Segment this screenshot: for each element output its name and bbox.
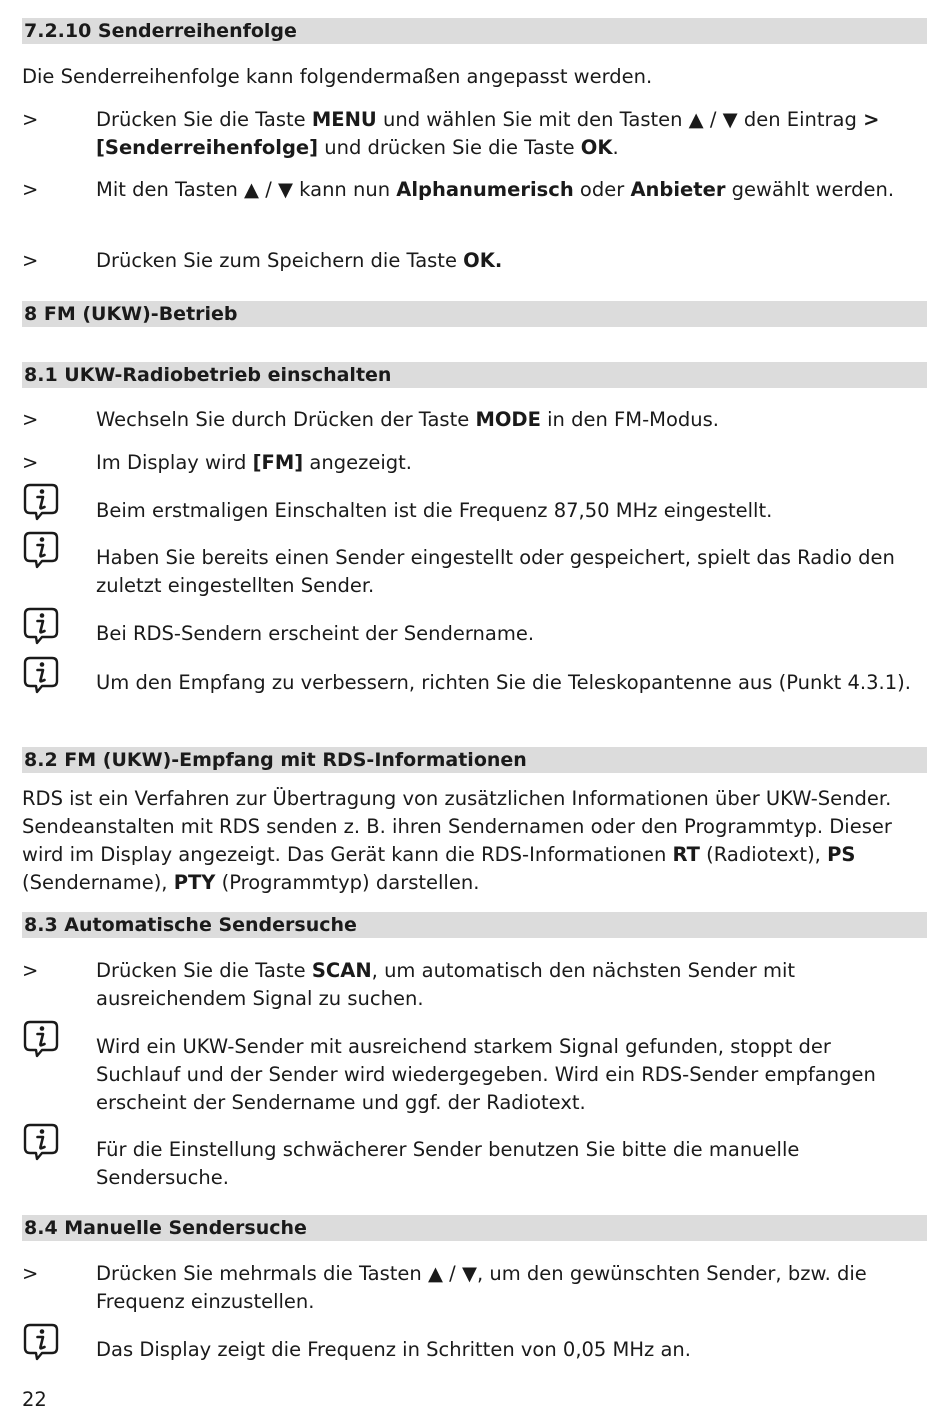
list-item-text: Wechseln Sie durch Drücken der Taste MODE in den FM-Modus. <box>96 408 719 431</box>
info-icon <box>22 655 60 695</box>
info-text: Um den Empfang zu verbessern, richten Sie die Teleskopantenne aus (Punkt 4.3.1). <box>96 671 911 694</box>
bullet-marker: > <box>22 108 39 131</box>
list-item-text: Drücken Sie die Taste MENU und wählen Sie mit den Tasten ▲ / ▼ den Eintrag > [Senderreihenfolge] und drücken Sie die Taste OK. <box>96 108 880 159</box>
info-text: Beim erstmaligen Einschalten ist die Frequenz 87,50 MHz eingestellt. <box>96 499 773 522</box>
page-number: 22 <box>22 1388 47 1411</box>
info-text: Für die Einstellung schwächerer Sender benutzen Sie bitte die manuelle Sendersuche. <box>96 1138 800 1189</box>
section-heading-8-3: 8.3 Automatische Sendersuche <box>22 912 927 938</box>
info-icon <box>22 482 60 522</box>
senderreihenfolge-intro: Die Senderreihenfolge kann folgendermaßen angepasst werden. <box>22 65 653 88</box>
rds-description: RDS ist ein Verfahren zur Übertragung von zusätzlichen Informationen über UKW-Sender. Sendeanstalten mit RDS senden z. B. ihren Sendernamen oder den Programmtyp. Dieser wird im Display angezeigt. Das Gerät kann die RDS-Informationen RT (Radiotext), PS (Sendername), PTY (Programmtyp) darstellen. <box>22 787 892 894</box>
bullet-marker: > <box>22 249 39 272</box>
info-text: Haben Sie bereits einen Sender eingestellt oder gespeichert, spielt das Radio den zuletzt eingestellten Sender. <box>96 546 895 597</box>
info-icon <box>22 530 60 570</box>
section-heading-8: 8 FM (UKW)-Betrieb <box>22 301 927 327</box>
info-text: Das Display zeigt die Frequenz in Schritten von 0,05 MHz an. <box>96 1338 691 1361</box>
bullet-marker: > <box>22 451 39 474</box>
section-heading-7-2-10: 7.2.10 Senderreihenfolge <box>22 18 927 44</box>
info-icon <box>22 1019 60 1059</box>
list-item-text: Drücken Sie mehrmals die Tasten ▲ / ▼, um den gewünschten Sender, bzw. die Frequenz einzustellen. <box>96 1262 867 1313</box>
list-item-text: Im Display wird [FM] angezeigt. <box>96 451 412 474</box>
list-item-text: Drücken Sie die Taste SCAN, um automatisch den nächsten Sender mit ausreichendem Signal zu suchen. <box>96 959 796 1010</box>
section-heading-8-1: 8.1 UKW-Radiobetrieb einschalten <box>22 362 927 388</box>
list-item-text: Drücken Sie zum Speichern die Taste OK. <box>96 249 503 272</box>
bullet-marker: > <box>22 1262 39 1285</box>
info-icon <box>22 1122 60 1162</box>
bullet-marker: > <box>22 408 39 431</box>
section-heading-8-4: 8.4 Manuelle Sendersuche <box>22 1215 927 1241</box>
info-icon <box>22 1322 60 1362</box>
info-text: Wird ein UKW-Sender mit ausreichend starkem Signal gefunden, stoppt der Suchlauf und der Sender wird wiedergegeben. Wird ein RDS-Sender empfangen erscheint der Sendername und ggf. der Radiotext. <box>96 1035 876 1114</box>
info-icon <box>22 606 60 646</box>
info-text: Bei RDS-Sendern erscheint der Sendername. <box>96 622 535 645</box>
bullet-marker: > <box>22 959 39 982</box>
list-item-text: Mit den Tasten ▲ / ▼ kann nun Alphanumerisch oder Anbieter gewählt werden. <box>96 178 895 201</box>
bullet-marker: > <box>22 178 39 201</box>
section-heading-8-2: 8.2 FM (UKW)-Empfang mit RDS-Informationen <box>22 747 927 773</box>
